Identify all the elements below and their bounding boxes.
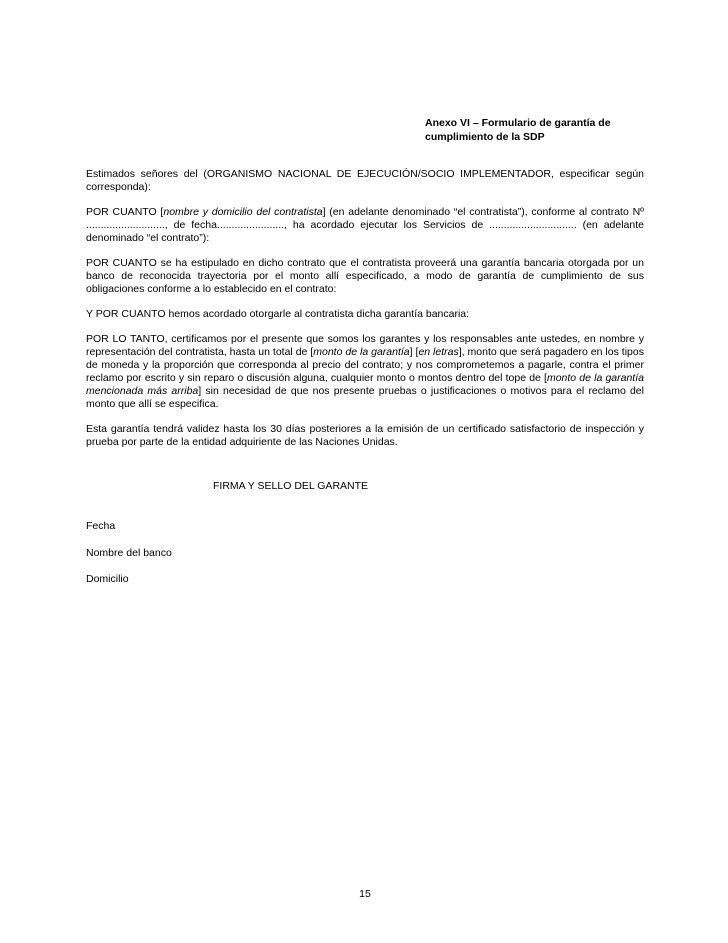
annex-title	[425, 116, 655, 144]
validity-paragraph: Esta garantía tendrá validez hasta los 30 días posteriores a la emisión de un certificado satisfactorio de inspección y prueba por parte de la entidad adquiriente de las Naciones Unidas.	[86, 423, 644, 448]
placeholder-contractor-name: nombre y domicilio del contratista	[163, 206, 323, 218]
whereas-contractor-paragraph: POR CUANTO [nombre y domicilio del contratista] (en adelante denominado “el contratista”), conforme al contrato Nº ..........................., de fecha......................., ha acordado ejecutar los Servicios de .............................. (en adelante denominado “el contrato”):	[86, 206, 645, 244]
bank-name-field-label: Nombre del banco	[86, 547, 172, 559]
therefore-paragraph: POR LO TANTO, certificamos por el presente que somos los garantes y los responsables ante ustedes, en nombre y representación del contratista, hasta un total de [monto de la garantía] [en letras], monto que será pagadero en los tipos de moneda y la proporción que corresponda al precio del contrato; y nos comprometemos a pagarle, contra el primer reclamo por escrito y sin reparo o discusión alguna, cualquier monto o montos dentro del tope de [monto de la garantía mencionada más arriba] sin necesidad de que nos presente pruebas o justificaciones o motivos para el reclamo del monto que allí se especifica.	[86, 333, 644, 410]
letter-body	[86, 168, 644, 461]
address-field-label: Domicilio	[86, 573, 129, 585]
whereas-agreed-paragraph: Y POR CUANTO hemos acordado otorgarle al contratista dicha garantía bancaria:	[86, 308, 470, 320]
placeholder-guarantee-amount-above: monto de la garantía mencionada más arriba	[86, 372, 644, 397]
placeholder-guarantee-amount: monto de la garantía	[313, 346, 410, 358]
page-number: 15	[359, 888, 371, 900]
whereas-guarantee-paragraph: POR CUANTO se ha estipulado en dicho contrato que el contratista proveerá una garantía bancaria otorgada por un banco de reconocida trayectoria por el monto allí especificado, a modo de garantía de cumplimiento de sus obligaciones conforme a lo establecido en el contrato:	[86, 257, 644, 295]
placeholder-amount-in-words: en letras	[418, 346, 459, 358]
date-field-label: Fecha	[86, 520, 116, 532]
annex-title-line-1: Anexo VI – Formulario de garantía de	[425, 117, 611, 129]
salutation-paragraph: Estimados señores del (ORGANISMO NACIONAL DE EJECUCIÓN/SOCIO IMPLEMENTADOR, especificar según corresponda):	[86, 168, 644, 193]
annex-title-line-2: cumplimiento de la SDP	[425, 131, 545, 143]
signature-label: FIRMA Y SELLO DEL GARANTE	[213, 480, 369, 492]
